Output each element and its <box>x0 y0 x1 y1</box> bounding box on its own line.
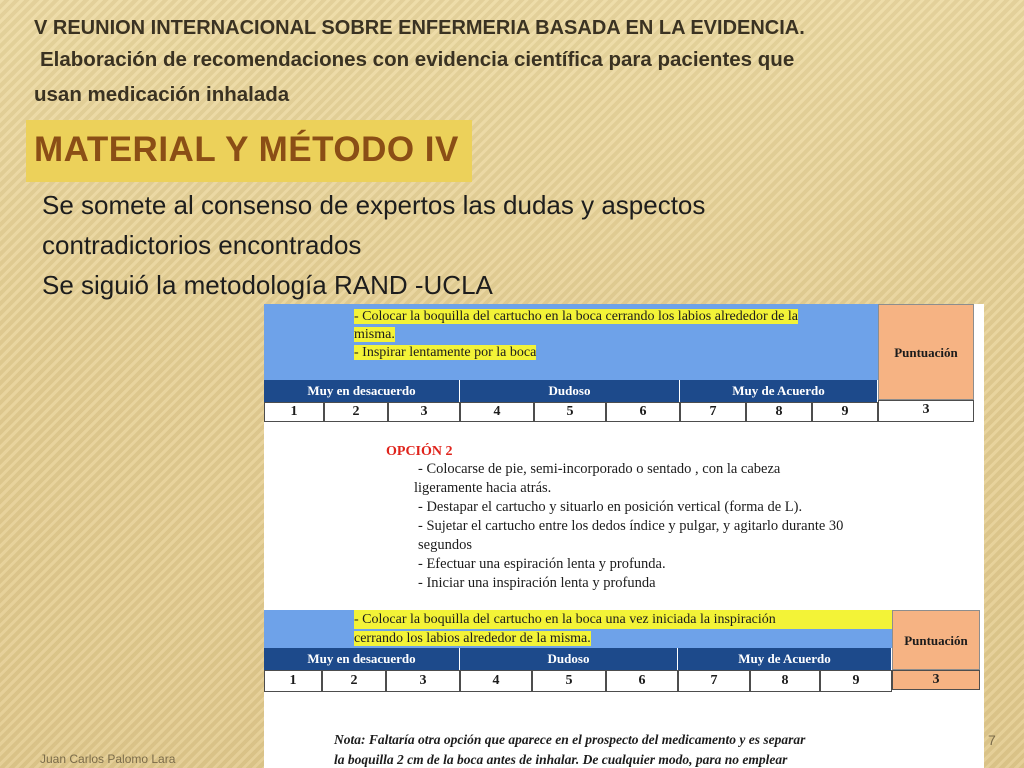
block1-line: misma. <box>354 327 395 342</box>
block2-num <box>678 670 750 692</box>
block1-puntuacion-label: Puntuación <box>894 345 958 360</box>
num-label: 6 <box>639 404 647 419</box>
page-number: 7 <box>988 732 996 748</box>
num-label: 1 <box>289 673 297 688</box>
block1-text <box>354 308 878 362</box>
block1-num <box>264 402 324 422</box>
note-line: la boquilla 2 cm de la boca antes de inhalar. De cualquier modo, para no emplear <box>334 752 788 767</box>
block2-num <box>264 670 322 692</box>
num-label: 1 <box>290 404 298 419</box>
note-line: Nota: Faltaría otra opción que aparece en el prospecto del medicamento y es separar <box>334 732 806 747</box>
header-line-2: Elaboración de recomendaciones con evidencia científica para pacientes que <box>40 48 795 71</box>
block1-num <box>812 402 878 422</box>
block2-num <box>606 670 678 692</box>
block2-puntuacion <box>892 610 980 670</box>
num-label: 9 <box>841 404 849 419</box>
block2-num <box>460 670 532 692</box>
num-label: 2 <box>352 404 360 419</box>
score-label: 3 <box>922 402 930 417</box>
block1-score <box>878 400 974 422</box>
option2-line: - Efectuar una espiración lenta y profunda. <box>418 556 666 572</box>
footer-author: Juan Carlos Palomo Lara <box>40 752 176 766</box>
score-label: 3 <box>932 672 940 687</box>
body-text <box>42 185 942 305</box>
cat-label: Dudoso <box>547 651 590 666</box>
block2-num <box>386 670 460 692</box>
block2-line: cerrando los labios alrededor de la misma. <box>354 631 591 646</box>
header-line-3: usan medicación inhalada <box>34 83 290 106</box>
block2-num <box>532 670 606 692</box>
option2-line: segundos <box>418 537 472 553</box>
block2-num <box>820 670 892 692</box>
option2-line: ligeramente hacia atrás. <box>414 480 552 496</box>
option2-line: - Colocarse de pie, semi-incorporado o sentado , con la cabeza <box>418 461 781 477</box>
block1-num <box>534 402 606 422</box>
num-label: 5 <box>566 404 574 419</box>
block2-cat-2 <box>460 648 678 670</box>
block1-puntuacion <box>878 304 974 400</box>
header-line-1: V REUNION INTERNACIONAL SOBRE ENFERMERIA BASADA EN LA EVIDENCIA. <box>34 17 805 39</box>
option2-text <box>414 460 974 593</box>
num-label: 6 <box>638 673 646 688</box>
block1-cat-3 <box>680 380 878 402</box>
num-label: 7 <box>710 673 718 688</box>
option2-line: - Sujetar el cartucho entre los dedos índice y pulgar, y agitarlo durante 30 <box>418 518 844 534</box>
note-text <box>334 730 805 768</box>
block2-num <box>750 670 820 692</box>
option2-line: - Destapar el cartucho y situarlo en posición vertical (forma de L). <box>418 499 803 515</box>
block1-num <box>460 402 534 422</box>
block1-num <box>746 402 812 422</box>
num-label: 5 <box>565 673 573 688</box>
block1-num <box>324 402 388 422</box>
block2-text <box>354 610 892 648</box>
body-line: Se somete al consenso de expertos las dudas y aspectos <box>42 190 706 220</box>
cat-label: Muy en desacuerdo <box>307 651 416 666</box>
body-line: contradictorios encontrados <box>42 230 362 260</box>
num-label: 2 <box>350 673 358 688</box>
block1-num <box>388 402 460 422</box>
cat-label: Dudoso <box>548 383 591 398</box>
num-label: 8 <box>775 404 783 419</box>
num-label: 4 <box>492 673 500 688</box>
block2-line: - Colocar la boquilla del cartucho en la boca una vez iniciada la inspiración <box>354 610 892 629</box>
block1-cat-1 <box>264 380 460 402</box>
block1-line: - Colocar la boquilla del cartucho en la boca cerrando los labios alrededor de la <box>354 309 798 324</box>
cat-label: Muy de Acuerdo <box>738 651 831 666</box>
block1-num <box>680 402 746 422</box>
num-label: 8 <box>781 673 789 688</box>
block1-num <box>606 402 680 422</box>
block1-cat-2 <box>460 380 680 402</box>
block2-cat-3 <box>678 648 892 670</box>
block2-score <box>892 670 980 690</box>
slide-header <box>34 14 994 112</box>
cat-label: Muy en desacuerdo <box>307 383 416 398</box>
block1-line: - Inspirar lentamente por la boca <box>354 345 537 360</box>
num-label: 4 <box>493 404 501 419</box>
num-label: 3 <box>420 404 428 419</box>
body-line: Se siguió la metodología RAND -UCLA <box>42 270 493 300</box>
num-label: 3 <box>419 673 427 688</box>
cat-label: Muy de Acuerdo <box>732 383 825 398</box>
embedded-document-image <box>264 304 984 768</box>
block2-puntuacion-label: Puntuación <box>904 633 968 648</box>
num-label: 9 <box>852 673 860 688</box>
option2-line: - Iniciar una inspiración lenta y profunda <box>418 575 656 591</box>
num-label: 7 <box>709 404 717 419</box>
section-title: MATERIAL Y MÉTODO IV <box>34 130 459 169</box>
block2-cat-1 <box>264 648 460 670</box>
option2-title: OPCIÓN 2 <box>386 444 453 459</box>
block2-num <box>322 670 386 692</box>
